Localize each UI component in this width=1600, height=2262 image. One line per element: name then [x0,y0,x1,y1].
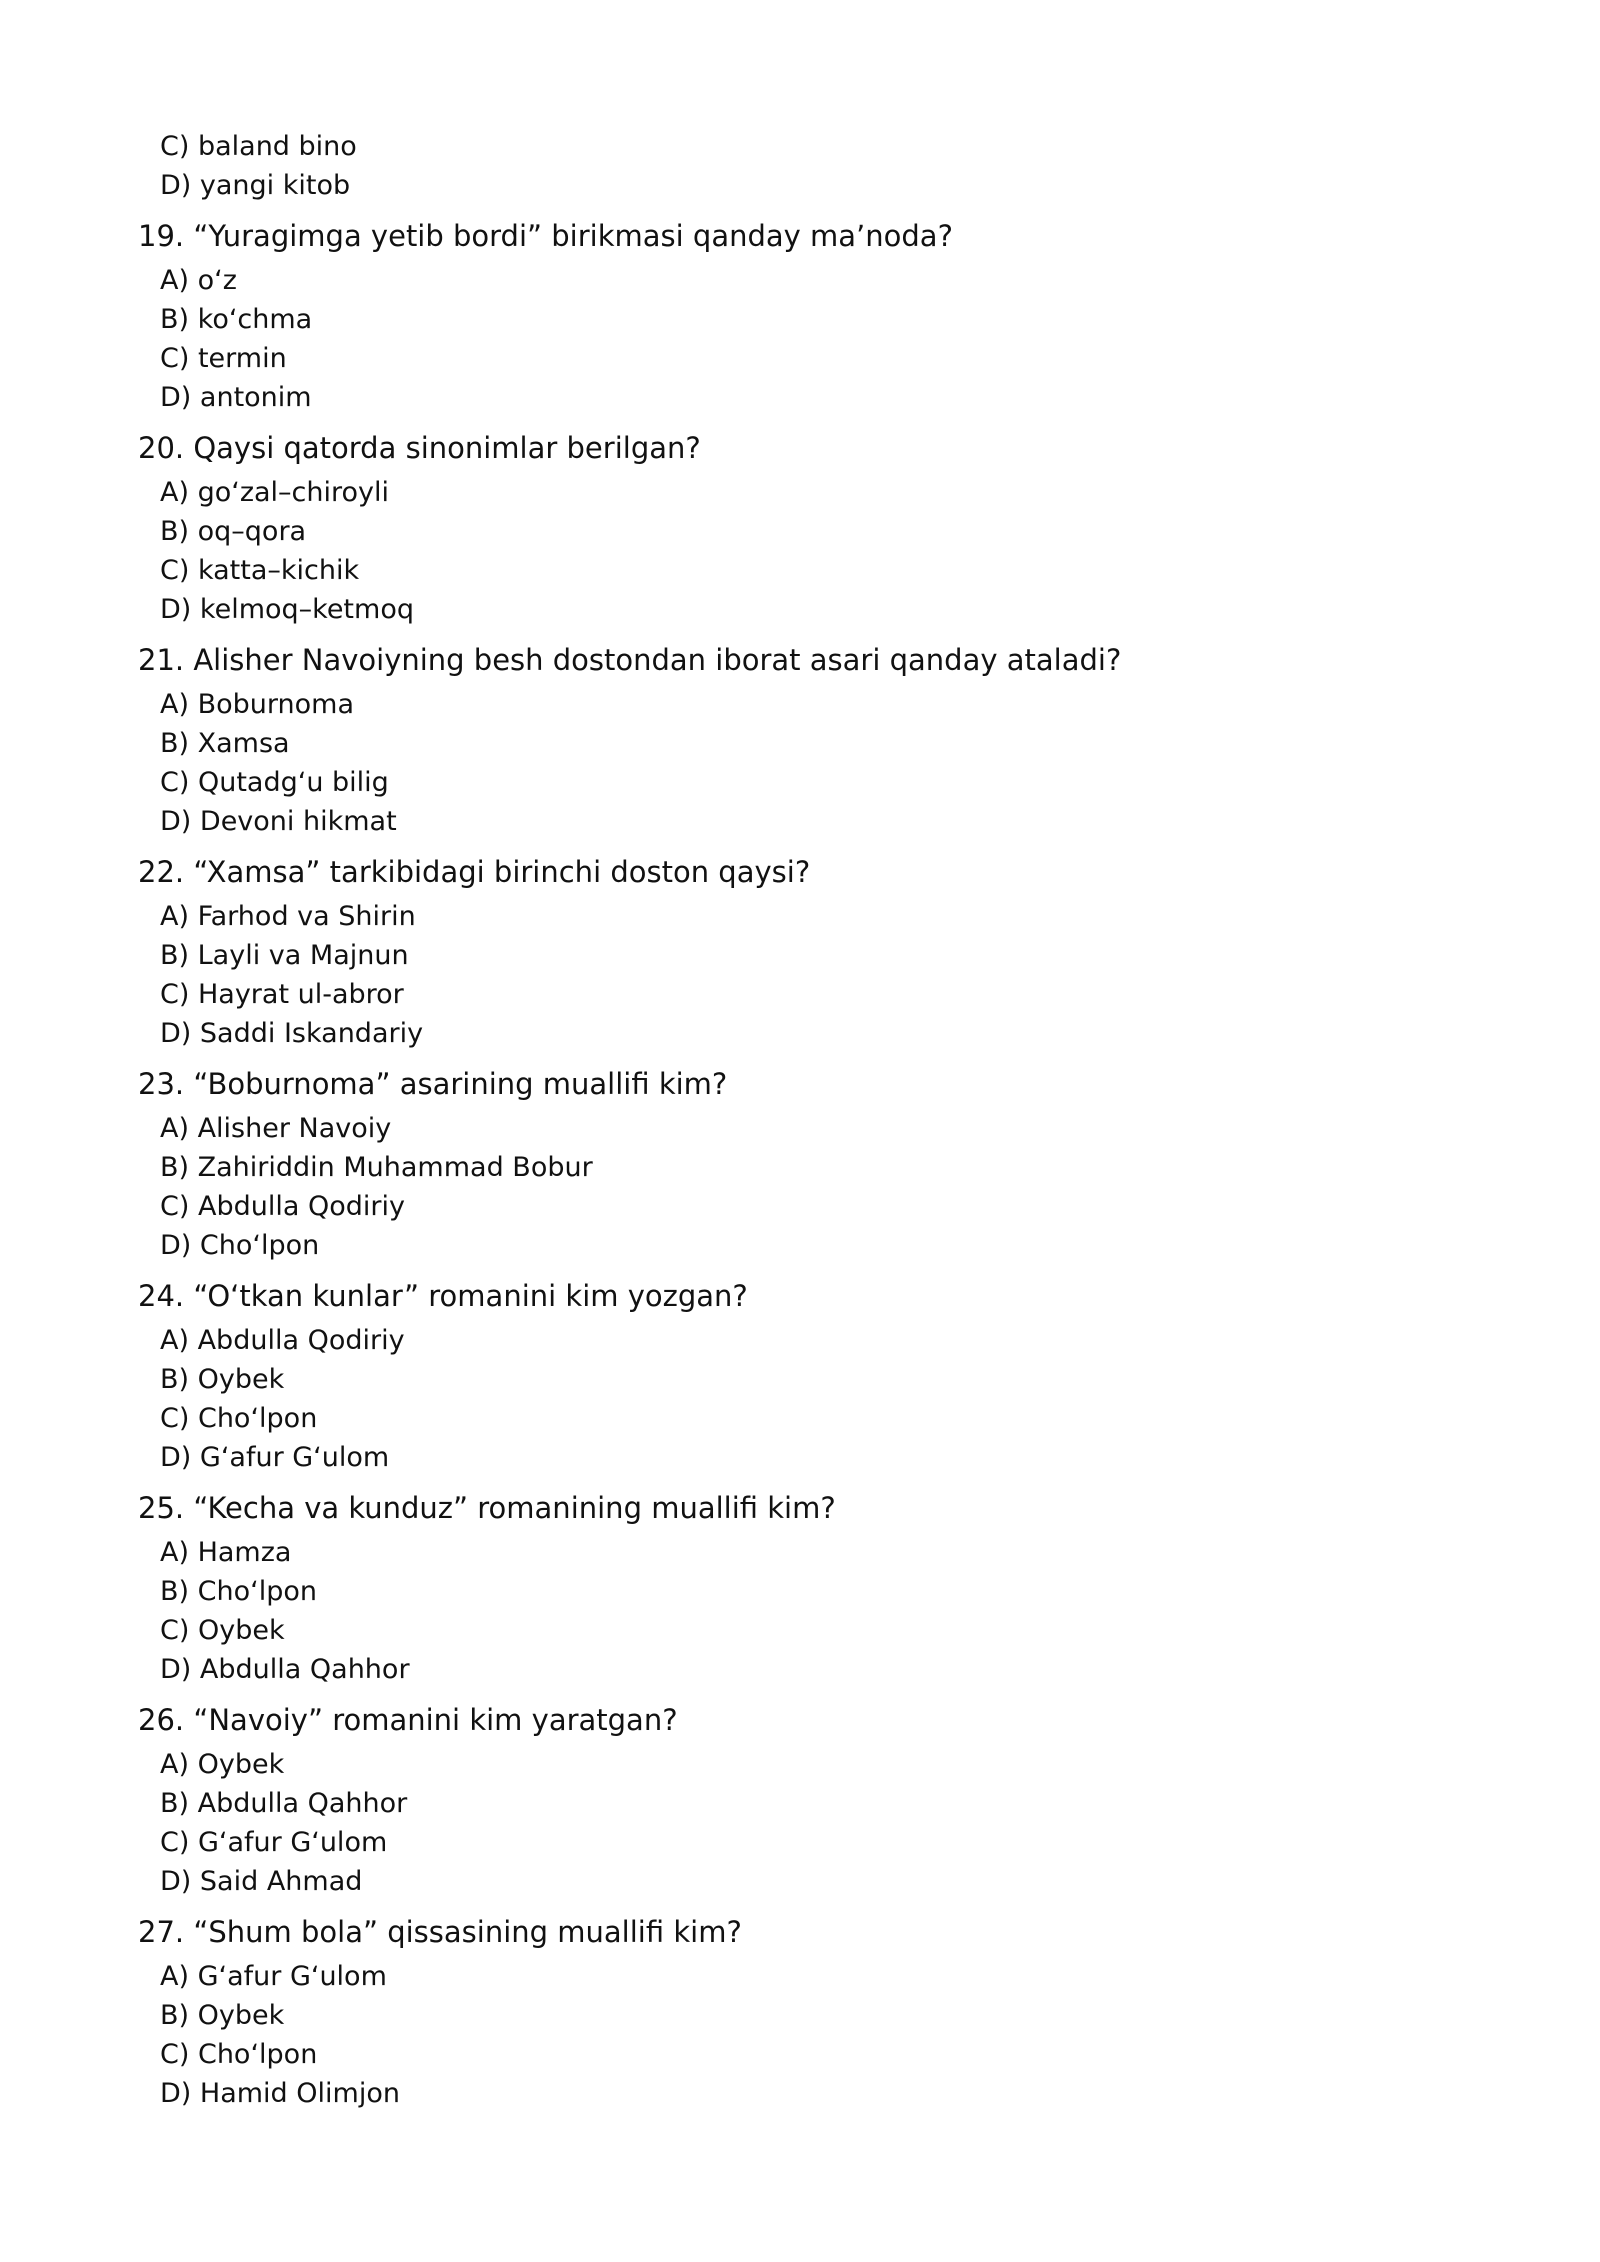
question-block [138,1699,1600,1901]
question-text: 20. Qaysi qatorda sinonimlar berilgan? [138,431,701,465]
options-list [160,473,1600,629]
answer-option: B) Abdulla Qahhor [160,1788,408,1819]
answer-option: D) Abdulla Qahhor [160,1654,410,1685]
answer-option: C) Oybek [160,1615,285,1646]
question-text: 22. “Xamsa” tarkibidagi birinchi doston qaysi? [138,855,811,889]
answer-option: C) Hayrat ul-abror [160,979,404,1010]
answer-option: D) Gʻafur Gʻulom [160,1442,390,1473]
answer-option: A) Boburnoma [160,689,354,720]
question-block [138,427,1600,629]
answer-option: C) Gʻafur Gʻulom [160,1827,388,1858]
options-list [160,1321,1600,1477]
options-list [160,1957,1600,2113]
answer-option: A) Alisher Navoiy [160,1113,392,1144]
leading-options [160,127,1600,205]
answer-option: B) Oybek [160,2000,285,2031]
question-text: 21. Alisher Navoiyning besh dostondan iborat asari qanday ataladi? [138,643,1122,677]
question-block [138,1275,1600,1477]
question-block [138,215,1600,417]
question-text: 24. “Oʻtkan kunlar” romanini kim yozgan? [138,1279,748,1313]
answer-option: D) antonim [160,382,312,413]
answer-option: C) Abdulla Qodiriy [160,1191,405,1222]
answer-option: D) Devoni hikmat [160,806,397,837]
answer-option: D) Saddi Iskandariy [160,1018,424,1049]
answer-option: B) Zahiriddin Muhammad Bobur [160,1152,593,1183]
answer-option: A) goʻzal–chiroyli [160,477,390,508]
answer-option: B) Choʻlpon [160,1576,317,1607]
question-text: 23. “Boburnoma” asarining muallifi kim? [138,1067,728,1101]
answer-option: A) Abdulla Qodiriy [160,1325,405,1356]
answer-option: B) Layli va Majnun [160,940,409,971]
question-text: 27. “Shum bola” qissasining muallifi kim? [138,1915,742,1949]
options-list [160,685,1600,841]
answer-option: B) Oybek [160,1364,285,1395]
answer-option: A) Oybek [160,1749,285,1780]
answer-option: A) Hamza [160,1537,292,1568]
options-list [160,1745,1600,1901]
answer-option: C) baland bino [160,131,357,162]
answer-option: C) Choʻlpon [160,1403,318,1434]
question-text: 19. “Yuragimga yetib bordi” birikmasi qanday ma’noda? [138,219,953,253]
question-block [138,639,1600,841]
answer-option: A) Gʻafur Gʻulom [160,1961,387,1992]
options-list [160,897,1600,1053]
answer-option: D) kelmoq–ketmoq [160,594,414,625]
options-list [160,1109,1600,1265]
question-text: 26. “Navoiy” romanini kim yaratgan? [138,1703,678,1737]
answer-option: C) katta–kichik [160,555,360,586]
answer-option: D) Hamid Olimjon [160,2078,400,2109]
answer-option: D) Choʻlpon [160,1230,320,1261]
question-block [138,851,1600,1053]
options-list [160,261,1600,417]
answer-option: B) oq–qora [160,516,307,547]
answer-option: A) oʻz [160,265,237,296]
answer-option: C) Choʻlpon [160,2039,318,2070]
answer-option: D) Said Ahmad [160,1866,363,1897]
answer-option: A) Farhod va Shirin [160,901,416,932]
question-block [138,1911,1600,2113]
question-block [138,1063,1600,1265]
answer-option: C) Qutadgʻu bilig [160,767,389,798]
answer-option: B) Xamsa [160,728,290,759]
options-list [160,1533,1600,1689]
question-block [138,1487,1600,1689]
answer-option: C) termin [160,343,287,374]
answer-option: B) koʻchma [160,304,313,335]
question-text: 25. “Kecha va kunduz” romanining muallifi kim? [138,1491,836,1525]
answer-option: D) yangi kitob [160,170,351,201]
